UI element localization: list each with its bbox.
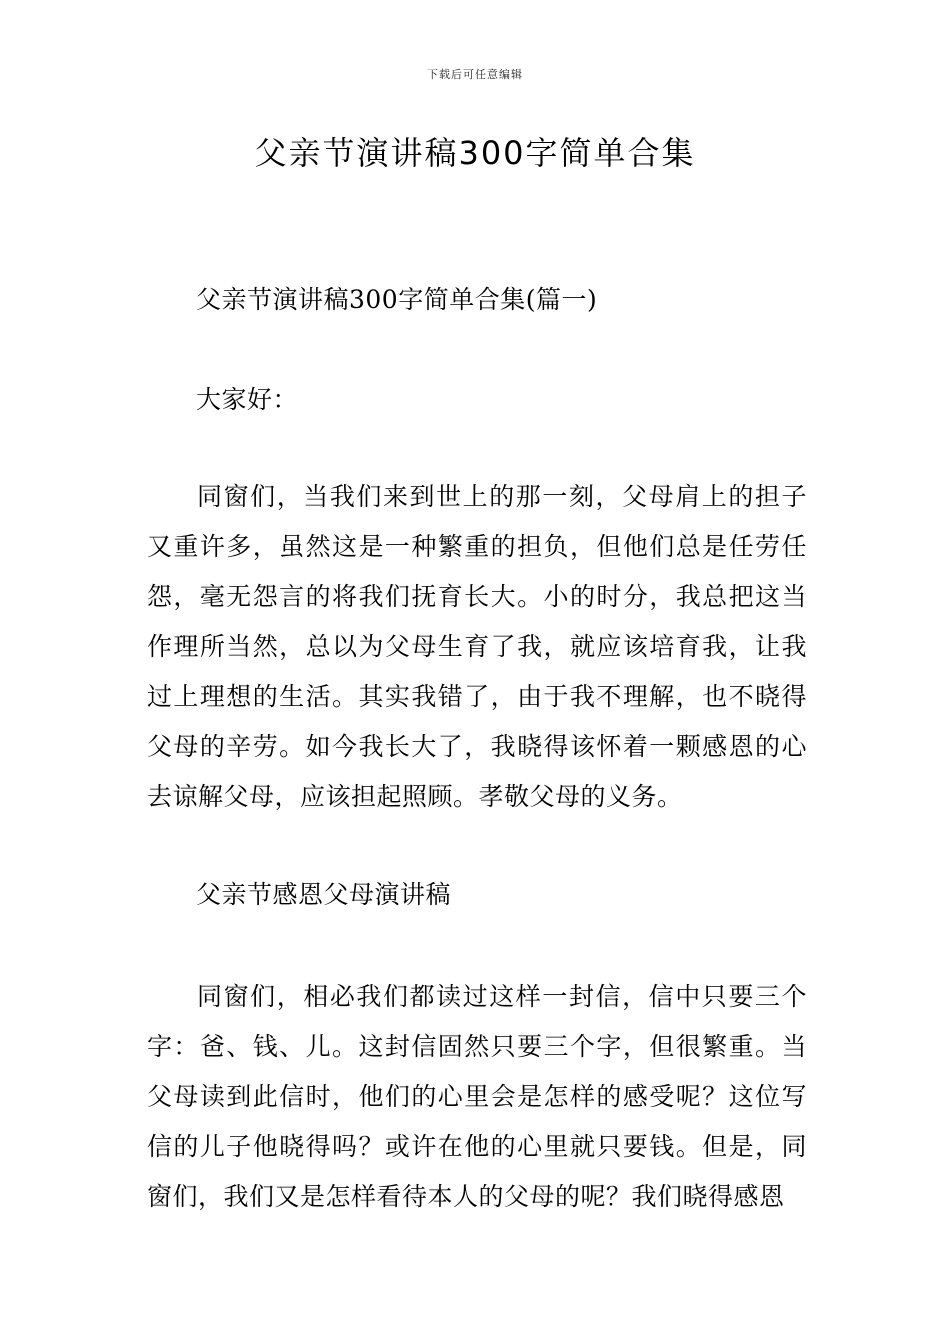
section-heading-2: 父亲节感恩父母演讲稿 xyxy=(196,880,452,909)
greeting: 大家好： xyxy=(196,385,299,414)
body-section-1 xyxy=(147,472,807,822)
document-title: 父亲节演讲稿300字简单合集 xyxy=(254,134,696,172)
body-section-2 xyxy=(147,972,807,1222)
section-heading-1: 父亲节演讲稿300字简单合集(篇一) xyxy=(196,285,598,314)
paragraph-2: 同窗们，相必我们都读过这样一封信，信中只要三个字：爸、钱、儿。这封信固然只要三个字，但很繁重。当父母读到此信时，他们的心里会是怎样的感受呢？这位写信的儿子他晓得吗？或许在他的心里就只要钱。但是，同窗们，我们又是怎样看待本人的父母的呢？我们晓得感恩 xyxy=(147,982,807,1211)
header-note: 下载后可任意编辑 xyxy=(427,68,523,81)
paragraph-1: 同窗们，当我们来到世上的那一刻，父母肩上的担子又重许多，虽然这是一种繁重的担负，但他们总是任劳任怨，毫无怨言的将我们抚育长大。小的时分，我总把这当作理所当然，总以为父母生育了我，就应该培育我，让我过上理想的生活。其实我错了，由于我不理解，也不晓得父母的辛劳。如今我长大了，我晓得该怀着一颗感恩的心去谅解父母，应该担起照顾。孝敬父母的义务。 xyxy=(147,482,807,811)
